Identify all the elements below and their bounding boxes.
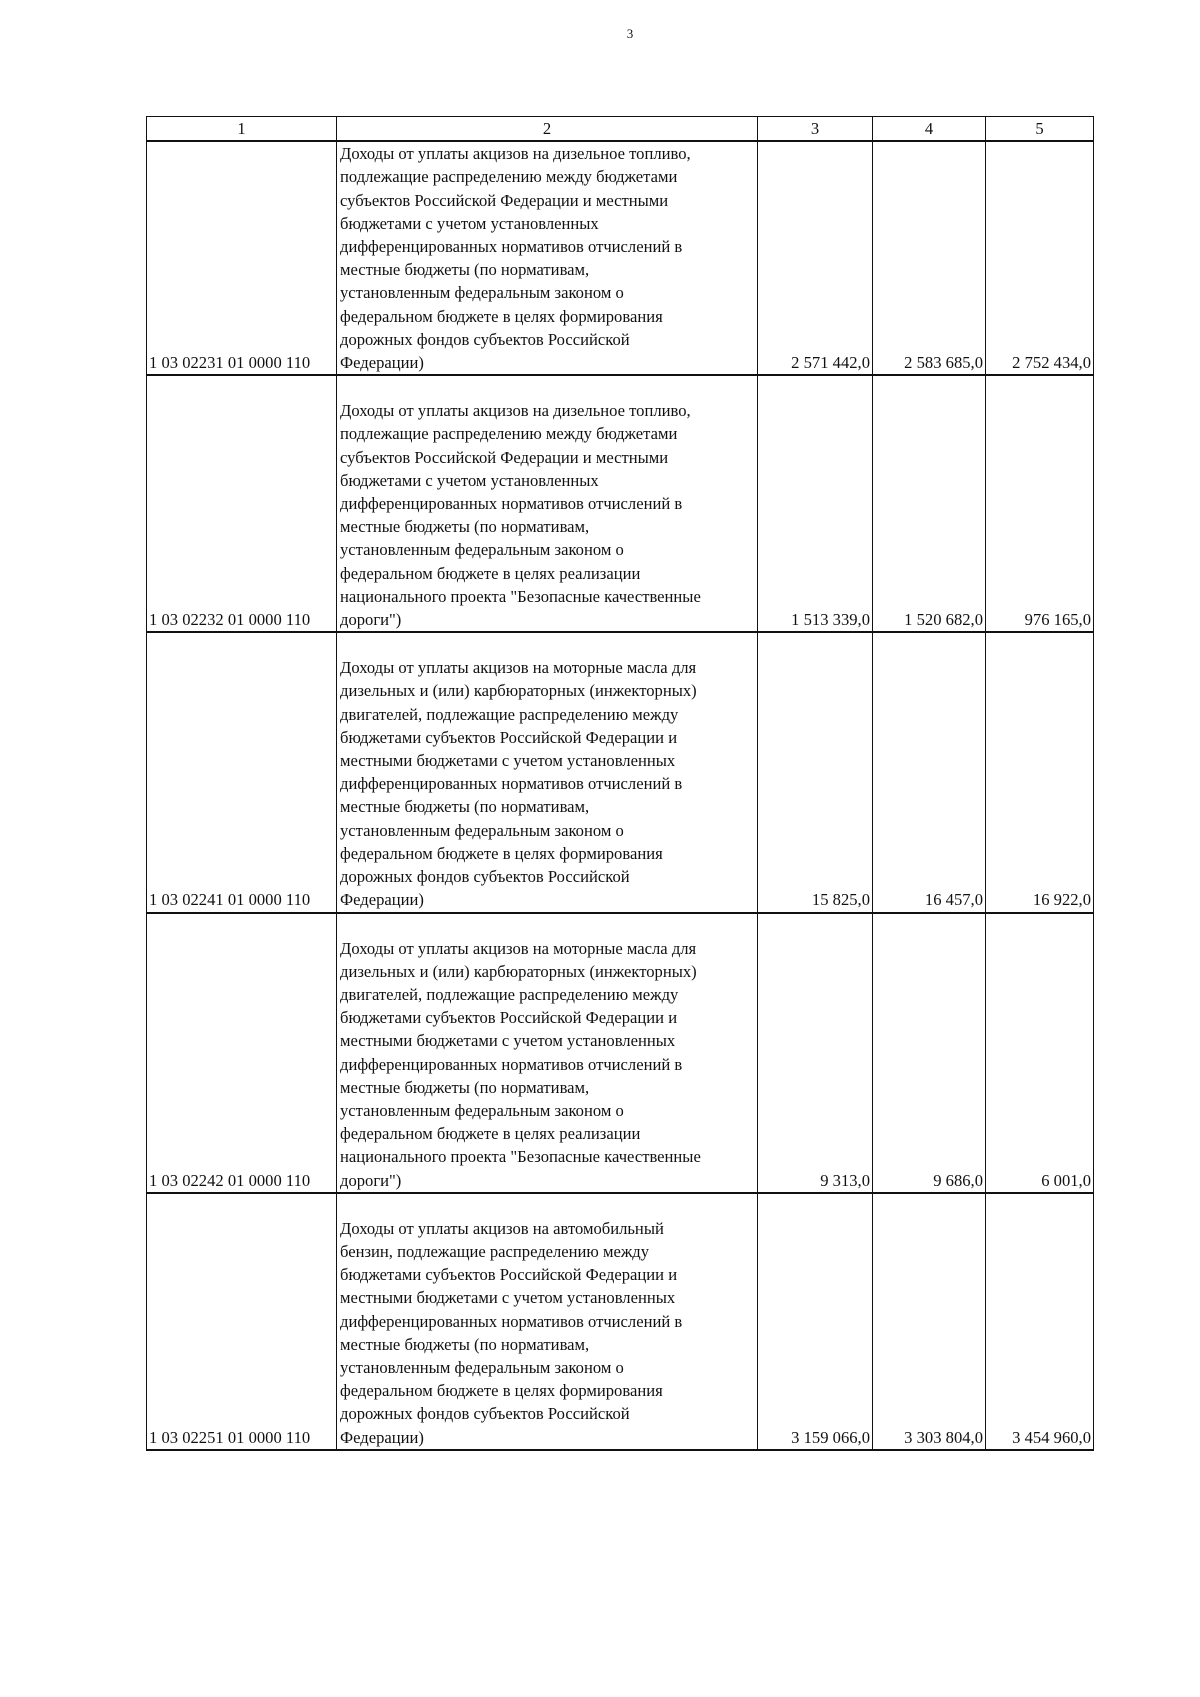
value-col-4: 16 457,0 <box>873 632 986 912</box>
revenue-name-line: федеральном бюджете в целях реализации <box>340 1124 641 1144</box>
revenue-name <box>337 1193 758 1450</box>
revenue-name-line: местные бюджеты (по нормативам, <box>340 517 590 537</box>
revenue-name-line: бюджетами субъектов Российской Федерации и <box>340 1008 678 1028</box>
revenue-name-line: дифференцированных нормативов отчислений в <box>340 1054 683 1074</box>
revenue-name-line: местные бюджеты (по нормативам, <box>340 797 590 817</box>
revenue-name-line: национального проекта "Безопасные качественные <box>340 586 701 606</box>
revenue-name-line: Доходы от уплаты акцизов на дизельное топливо, <box>340 401 691 421</box>
revenue-code: 1 03 02231 01 0000 110 <box>147 141 337 375</box>
revenue-name-line: Доходы от уплаты акцизов на моторные масла для <box>340 658 697 678</box>
value-col-5: 6 001,0 <box>986 913 1094 1193</box>
revenue-name-line: субъектов Российской Федерации и местными <box>340 447 669 467</box>
value-col-3: 9 313,0 <box>758 913 873 1193</box>
revenue-name <box>337 913 758 1193</box>
revenue-name-line: местные бюджеты (по нормативам, <box>340 1077 590 1097</box>
revenue-name-line: дорожных фондов субъектов Российской <box>340 867 630 887</box>
value-col-4: 2 583 685,0 <box>873 141 986 375</box>
revenue-name-line: местные бюджеты (по нормативам, <box>340 1334 590 1354</box>
revenue-code: 1 03 02241 01 0000 110 <box>147 632 337 912</box>
revenue-name-line: дифференцированных нормативов отчислений в <box>340 237 683 257</box>
revenue-name-line: дорожных фондов субъектов Российской <box>340 1404 630 1424</box>
revenue-name-line: установленным федеральным законом о <box>340 1357 624 1377</box>
value-col-3: 3 159 066,0 <box>758 1193 873 1450</box>
value-col-5: 976 165,0 <box>986 375 1094 632</box>
revenue-name-line: Федерации) <box>340 1427 424 1447</box>
revenue-name-line: федеральном бюджете в целях формирования <box>340 843 663 863</box>
header-col-1: 1 <box>147 117 337 142</box>
revenue-name-line: субъектов Российской Федерации и местными <box>340 190 669 210</box>
table-header-row <box>147 117 1094 142</box>
revenue-name-line: двигателей, подлежащие распределению между <box>340 984 679 1004</box>
value-col-5: 3 454 960,0 <box>986 1193 1094 1450</box>
revenue-name-line: установленным федеральным законом о <box>340 1100 624 1120</box>
revenue-name-line: дизельных и (или) карбюраторных (инжекторных) <box>340 961 697 981</box>
revenue-name-line: дизельных и (или) карбюраторных (инжекторных) <box>340 681 697 701</box>
table-row <box>147 913 1094 1193</box>
revenue-name-line: местными бюджетами с учетом установленных <box>340 1031 676 1051</box>
value-col-5: 2 752 434,0 <box>986 141 1094 375</box>
revenue-name <box>337 375 758 632</box>
value-col-3: 1 513 339,0 <box>758 375 873 632</box>
revenue-name-line: установленным федеральным законом о <box>340 820 624 840</box>
revenue-code: 1 03 02242 01 0000 110 <box>147 913 337 1193</box>
revenue-name-line: бензин, подлежащие распределению между <box>340 1241 650 1261</box>
revenue-name-line: Доходы от уплаты акцизов на моторные масла для <box>340 938 697 958</box>
revenue-name-line: федеральном бюджете в целях реализации <box>340 563 641 583</box>
revenue-name-line: бюджетами с учетом установленных <box>340 213 599 233</box>
revenue-name-line: подлежащие распределению между бюджетами <box>340 424 678 444</box>
value-col-3: 2 571 442,0 <box>758 141 873 375</box>
value-col-5: 16 922,0 <box>986 632 1094 912</box>
revenue-name-line: дороги") <box>340 610 402 630</box>
revenue-name <box>337 141 758 375</box>
table-row <box>147 141 1094 375</box>
revenue-name-line: местными бюджетами с учетом установленных <box>340 1288 676 1308</box>
revenue-name-line: дифференцированных нормативов отчислений в <box>340 774 683 794</box>
table-row <box>147 375 1094 632</box>
revenue-name-line: местными бюджетами с учетом установленных <box>340 751 676 771</box>
revenue-name-line: федеральном бюджете в целях формирования <box>340 306 663 326</box>
page-number: 3 <box>626 26 634 41</box>
table-row <box>147 1193 1094 1450</box>
budget-revenue-table <box>146 116 1094 1451</box>
header-col-3: 3 <box>758 117 873 142</box>
header-col-4: 4 <box>873 117 986 142</box>
revenue-name-line: бюджетами с учетом установленных <box>340 470 599 490</box>
revenue-name-line: Доходы от уплаты акцизов на дизельное топливо, <box>340 144 691 164</box>
revenue-name-line: установленным федеральным законом о <box>340 283 624 303</box>
value-col-3: 15 825,0 <box>758 632 873 912</box>
value-col-4: 9 686,0 <box>873 913 986 1193</box>
revenue-name-line: бюджетами субъектов Российской Федерации и <box>340 1265 678 1285</box>
header-col-2: 2 <box>337 117 758 142</box>
revenue-name-line: национального проекта "Безопасные качественные <box>340 1147 701 1167</box>
revenue-name-line: подлежащие распределению между бюджетами <box>340 167 678 187</box>
revenue-name-line: установленным федеральным законом о <box>340 540 624 560</box>
revenue-name-line: Федерации) <box>340 353 424 373</box>
revenue-name-line: дифференцированных нормативов отчислений в <box>340 494 683 514</box>
table-row <box>147 632 1094 912</box>
revenue-name-line: двигателей, подлежащие распределению между <box>340 704 679 724</box>
revenue-name-line: Доходы от уплаты акцизов на автомобильный <box>340 1218 664 1238</box>
revenue-name <box>337 632 758 912</box>
revenue-name-line: местные бюджеты (по нормативам, <box>340 260 590 280</box>
revenue-name-line: Федерации) <box>340 890 424 910</box>
revenue-name-line: дорожных фондов субъектов Российской <box>340 329 630 349</box>
revenue-code: 1 03 02232 01 0000 110 <box>147 375 337 632</box>
revenue-name-line: дороги") <box>340 1170 402 1190</box>
header-col-5: 5 <box>986 117 1094 142</box>
revenue-name-line: федеральном бюджете в целях формирования <box>340 1381 663 1401</box>
revenue-code: 1 03 02251 01 0000 110 <box>147 1193 337 1450</box>
revenue-name-line: дифференцированных нормативов отчислений в <box>340 1311 683 1331</box>
value-col-4: 1 520 682,0 <box>873 375 986 632</box>
revenue-name-line: бюджетами субъектов Российской Федерации и <box>340 727 678 747</box>
value-col-4: 3 303 804,0 <box>873 1193 986 1450</box>
